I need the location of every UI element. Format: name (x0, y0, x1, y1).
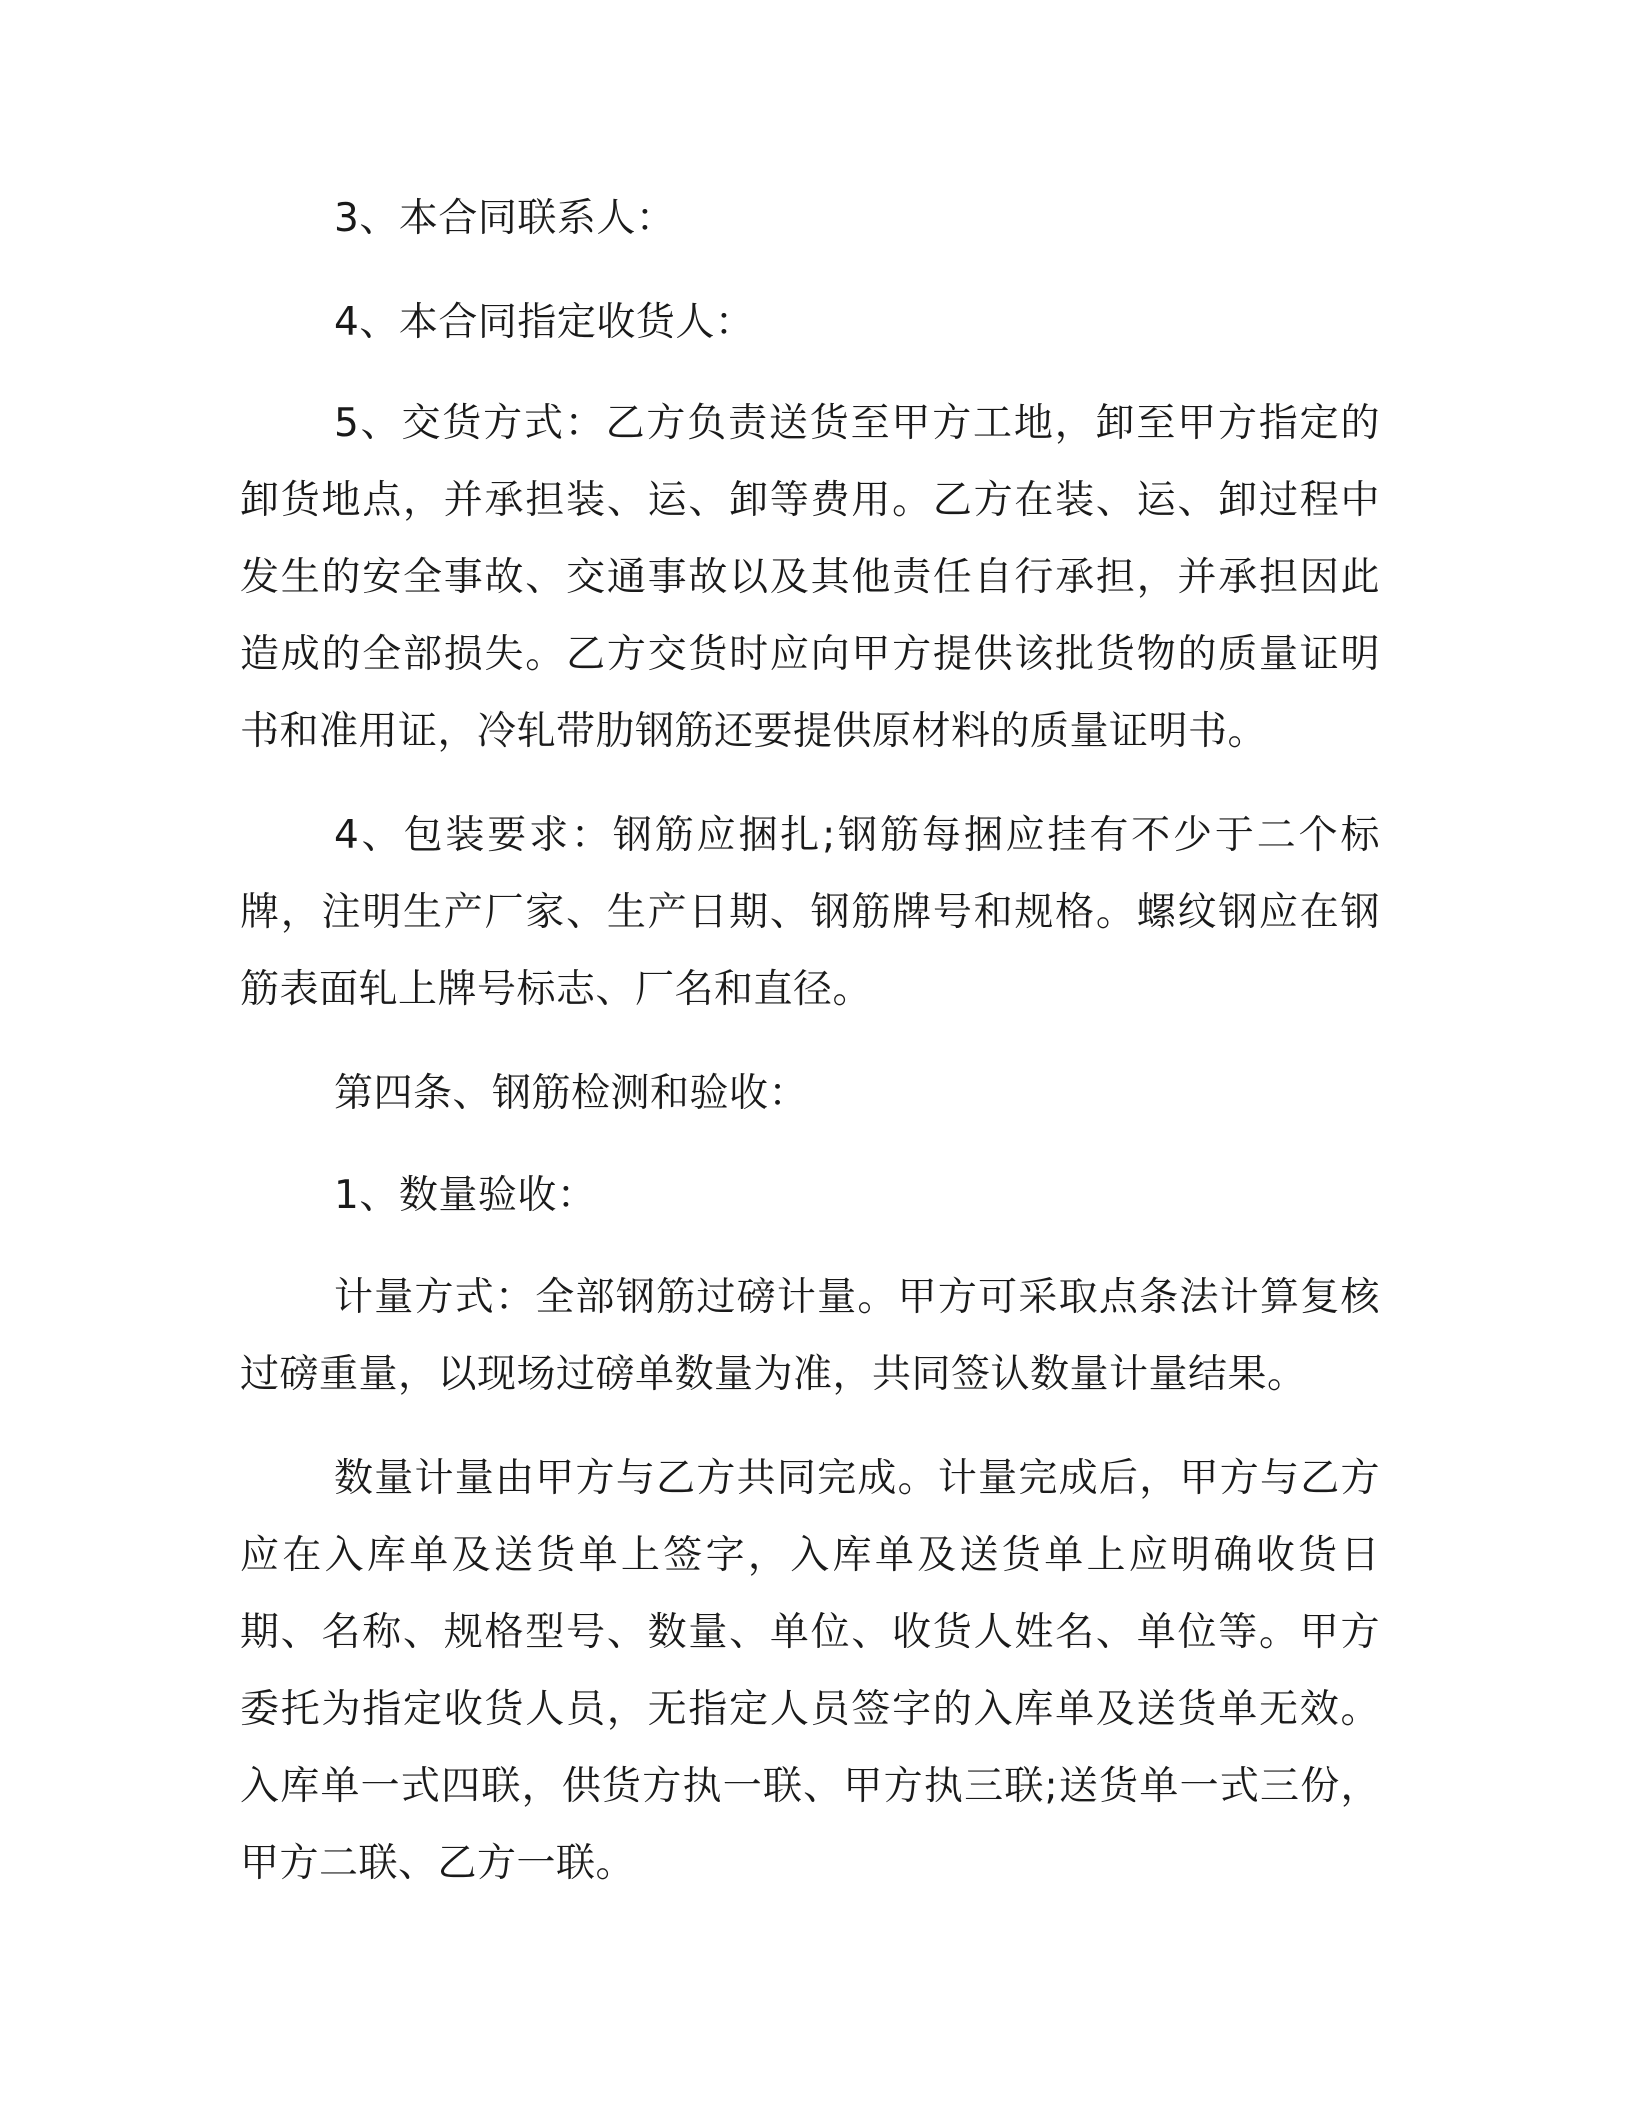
clause-quantity-measurement-process: 数量计量由甲方与乙方共同完成。计量完成后，甲方与乙方应在入库单及送货单上签字，入库单及送货单上应明确收货日期、名称、规格型号、数量、单位、收货人姓名、单位等。甲方委托为指定收货人员，无指定人员签字的入库单及送货单无效。入库单一式四联，供货方执一联、甲方执三联;送货单一式三份，甲方二联、乙方一联。 (240, 1456, 1380, 1886)
clause-measurement-method: 计量方式：全部钢筋过磅计量。甲方可采取点条法计算复核过磅重量，以现场过磅单数量为准，共同签认数量计量结果。 (240, 1275, 1380, 1397)
clause-packaging-requirements: 4、包装要求：钢筋应捆扎;钢筋每捆应挂有不少于二个标牌，注明生产厂家、生产日期、钢筋牌号和规格。螺纹钢应在钢筋表面轧上牌号标志、厂名和直径。 (240, 813, 1380, 1012)
clause-quantity-acceptance: 1、数量验收： (334, 1173, 597, 1218)
article-four-heading: 第四条、钢筋检测和验收： (334, 1071, 809, 1116)
clause-contact-person: 3、本合同联系人： (334, 196, 676, 241)
clause-delivery-method: 5、交货方式：乙方负责送货至甲方工地，卸至甲方指定的卸货地点，并承担装、运、卸等费用。乙方在装、运、卸过程中发生的安全事故、交通事故以及其他责任自行承担，并承担因此造成的全部损失。乙方交货时应向甲方提供该批货物的质量证明书和准用证，冷轧带肋钢筋还要提供原材料的质量证明书。 (240, 401, 1380, 754)
clause-designated-consignee: 4、本合同指定收货人： (334, 300, 755, 345)
